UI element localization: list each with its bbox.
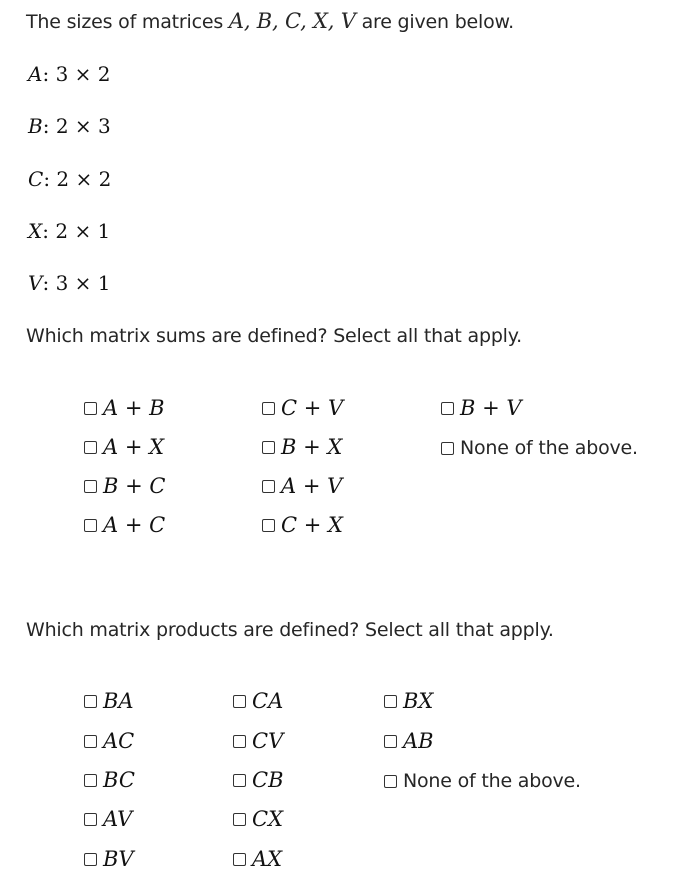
size-c: C: 2 × 2 xyxy=(28,167,112,191)
sum-option-a-plus-v[interactable] xyxy=(262,474,342,498)
product-option-bc[interactable] xyxy=(84,768,135,792)
option-label: A + V xyxy=(281,474,343,498)
option-label: None of the above. xyxy=(460,437,638,459)
product-option-cx[interactable] xyxy=(233,807,283,831)
size-name: C xyxy=(28,167,44,191)
size-x: X: 2 × 1 xyxy=(28,219,111,243)
checkbox[interactable] xyxy=(84,695,97,708)
size-dims: 3 × 2 xyxy=(55,62,111,86)
size-name: B xyxy=(28,114,43,138)
option-label: CA xyxy=(252,689,284,713)
checkbox[interactable] xyxy=(233,774,246,787)
option-label: A + X xyxy=(103,435,165,459)
option-label: C + X xyxy=(281,513,343,537)
checkbox[interactable] xyxy=(233,813,246,826)
option-label: AX xyxy=(252,847,283,871)
size-name: A xyxy=(28,62,43,86)
option-label: B + X xyxy=(281,435,343,459)
option-label: AB xyxy=(403,729,434,753)
checkbox[interactable] xyxy=(84,774,97,787)
checkbox[interactable] xyxy=(441,402,454,415)
intro-prefix: The sizes of matrices xyxy=(26,11,224,33)
option-label: None of the above. xyxy=(403,770,581,792)
option-label: BC xyxy=(103,768,135,792)
sum-option-a-plus-c[interactable] xyxy=(84,513,165,537)
checkbox[interactable] xyxy=(84,813,97,826)
product-option-none[interactable] xyxy=(384,770,581,792)
size-dims: 2 × 3 xyxy=(55,114,111,138)
intro-text xyxy=(26,9,514,33)
checkbox[interactable] xyxy=(84,441,97,454)
checkbox[interactable] xyxy=(84,853,97,866)
option-label: CV xyxy=(252,729,284,753)
sum-option-none[interactable] xyxy=(441,437,638,459)
checkbox[interactable] xyxy=(233,695,246,708)
sum-option-c-plus-v[interactable] xyxy=(262,396,343,420)
checkbox[interactable] xyxy=(233,853,246,866)
checkbox[interactable] xyxy=(384,775,397,788)
checkbox[interactable] xyxy=(384,735,397,748)
product-option-ax[interactable] xyxy=(233,847,282,871)
sum-option-b-plus-v[interactable] xyxy=(441,396,522,420)
sum-option-a-plus-b[interactable] xyxy=(84,396,165,420)
option-label: CB xyxy=(252,768,284,792)
product-option-ab[interactable] xyxy=(384,729,434,753)
option-label: B + V xyxy=(460,396,522,420)
checkbox[interactable] xyxy=(262,480,275,493)
checkbox[interactable] xyxy=(262,441,275,454)
intro-matrices: A, B, C, X, V xyxy=(228,9,356,33)
size-v: V: 3 × 1 xyxy=(28,271,111,295)
sum-option-c-plus-x[interactable] xyxy=(262,513,343,537)
checkbox[interactable] xyxy=(84,519,97,532)
option-label: BV xyxy=(103,847,134,871)
checkbox[interactable] xyxy=(384,695,397,708)
option-label: C + V xyxy=(281,396,344,420)
option-label: A + C xyxy=(103,513,166,537)
checkbox[interactable] xyxy=(262,402,275,415)
product-option-bv[interactable] xyxy=(84,847,134,871)
sum-option-b-plus-c[interactable] xyxy=(84,474,165,498)
option-label: AV xyxy=(103,807,133,831)
size-b: B: 2 × 3 xyxy=(28,114,111,138)
product-option-cv[interactable] xyxy=(233,729,283,753)
option-label: AC xyxy=(103,729,135,753)
product-option-ac[interactable] xyxy=(84,729,134,753)
products-question-prompt: Which matrix products are defined? Select all that apply. xyxy=(26,619,554,641)
intro-suffix: are given below. xyxy=(361,11,514,33)
option-label: A + B xyxy=(103,396,165,420)
product-option-ba[interactable] xyxy=(84,689,134,713)
product-option-ca[interactable] xyxy=(233,689,283,713)
product-option-av[interactable] xyxy=(84,807,132,831)
sum-option-a-plus-x[interactable] xyxy=(84,435,164,459)
checkbox[interactable] xyxy=(84,735,97,748)
option-label: BA xyxy=(103,689,134,713)
product-option-cb[interactable] xyxy=(233,768,284,792)
sums-question-prompt: Which matrix sums are defined? Select all that apply. xyxy=(26,325,522,347)
size-name: V xyxy=(28,271,43,295)
option-label: CX xyxy=(252,807,284,831)
size-name: X xyxy=(28,219,43,243)
sum-option-b-plus-x[interactable] xyxy=(262,435,342,459)
checkbox[interactable] xyxy=(233,735,246,748)
checkbox[interactable] xyxy=(441,442,454,455)
checkbox[interactable] xyxy=(262,519,275,532)
checkbox[interactable] xyxy=(84,480,97,493)
size-dims: 2 × 2 xyxy=(56,167,112,191)
option-label: B + C xyxy=(103,474,166,498)
size-a: A: 3 × 2 xyxy=(28,62,111,86)
product-option-bx[interactable] xyxy=(384,689,433,713)
size-dims: 2 × 1 xyxy=(55,219,111,243)
checkbox[interactable] xyxy=(84,402,97,415)
size-dims: 3 × 1 xyxy=(55,271,111,295)
option-label: BX xyxy=(403,689,434,713)
